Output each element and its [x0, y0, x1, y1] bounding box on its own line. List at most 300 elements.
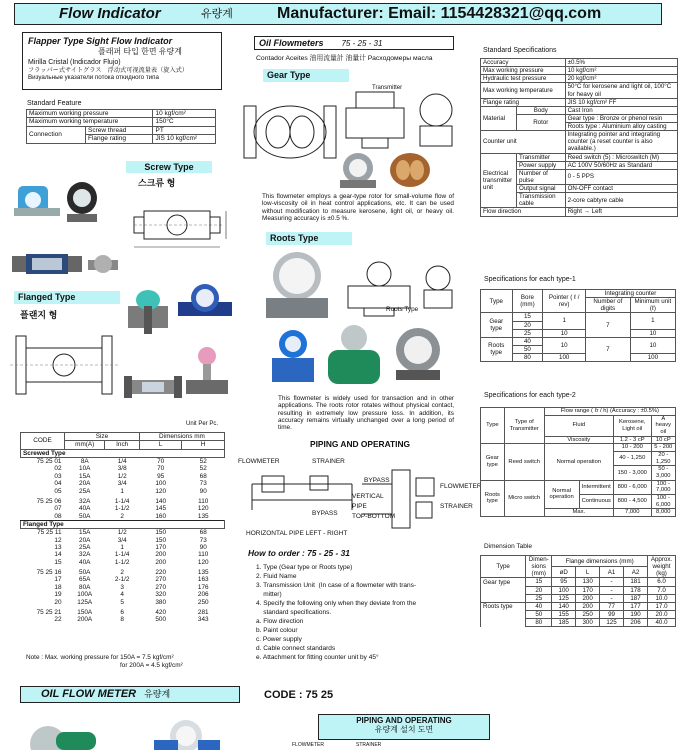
standard-feature-table — [26, 109, 216, 144]
ss-rotor-roots: Roots type : Aluminium alloy casting — [565, 123, 677, 131]
table-cell: Roots type — [481, 602, 526, 610]
table-cell: 185 — [552, 619, 576, 627]
table-cell: 65A — [79, 576, 91, 584]
col-size: Size — [65, 433, 140, 441]
t2-gear-r3a: 150 - 3,000 — [613, 466, 651, 480]
ss-label-2: Max working pressure — [481, 67, 566, 75]
dt-col-l: L — [576, 567, 600, 578]
dt-col-od: øD — [552, 567, 576, 578]
col-inch: Inch — [105, 441, 139, 449]
screw-photo-sight-glass — [12, 250, 82, 278]
sf-sub-value-2: JIS 10 kgf/cm² — [153, 135, 216, 143]
table-cell: 15A — [79, 529, 91, 537]
table-cell: - — [600, 594, 624, 602]
table-cell: 6 — [120, 608, 124, 616]
ss-el-value-4: ON-OFF contact — [565, 185, 677, 193]
banner-manufacturer: Manufacturer: Email: 1154428321@qq.com — [277, 5, 602, 22]
table-cell: 343 — [197, 616, 209, 624]
ss-value-2: 10 kgf/cm² — [565, 67, 677, 75]
ss-material: Material — [481, 106, 517, 130]
table-row — [481, 98, 678, 106]
t2-col-viscosity: Viscosity — [544, 436, 613, 444]
type2-heading: Specifications for each type-2 — [484, 392, 576, 399]
table-row — [21, 458, 225, 466]
table-cell: 12 — [54, 536, 62, 544]
table-row — [481, 556, 676, 567]
flapper-line-1: Mirilla Cristal (Indicador Flujo) — [28, 58, 121, 66]
table-section-label: Flanged Type — [21, 520, 225, 528]
ss-value-1: ±0.5% — [565, 59, 677, 67]
table-cell: 95 — [552, 578, 576, 586]
table-cell: 6.0 — [648, 578, 676, 586]
t1-gear-min-1: 1 — [630, 313, 675, 329]
table-cell: 90 — [199, 487, 207, 495]
table-row — [27, 110, 216, 118]
table-cell: 20A — [79, 480, 91, 488]
bottom-code: CODE : 75 25 — [264, 689, 334, 701]
dt-col-a1: A1 — [600, 567, 624, 578]
oil-flow-meter-kr: 유량계 — [144, 689, 171, 699]
table-cell: 120 — [197, 505, 209, 513]
table-cell: 187 — [623, 594, 647, 602]
banner-title: Flow Indicator — [59, 5, 161, 22]
table-section-row — [21, 449, 225, 457]
type2-table — [480, 407, 676, 517]
table-cell: 20A — [79, 536, 91, 544]
std-spec-heading: Standard Specifications — [483, 47, 557, 54]
order-item: 4. Specify the following only when they deviate from the — [256, 600, 417, 607]
table-cell: 75 25 21 — [36, 608, 62, 616]
table-row — [481, 444, 676, 452]
roots-photo-blue — [266, 326, 320, 388]
ss-flow-direction: Right → Left — [565, 208, 677, 216]
table-row — [481, 208, 678, 216]
order-item: e. Attachment for fitting counter unit by 45° — [256, 654, 379, 661]
piping-label-pipe: PIPE — [352, 503, 367, 510]
how-to-order-list — [256, 563, 466, 662]
sf-value-1: 10 kgf/cm² — [153, 110, 216, 118]
gear-type-front-drawing — [412, 88, 460, 150]
table-cell: 150A — [77, 608, 93, 616]
table-row — [21, 480, 225, 487]
unit-per-pc: Unit Per Pc. — [186, 421, 219, 427]
table-cell: 220 — [155, 569, 167, 577]
t1-roots-bore-1: 40 — [512, 337, 543, 345]
bottom-piping-kr: 유량계 설치 도면 — [374, 725, 434, 735]
bottom-piping-box — [318, 714, 490, 740]
table-row — [481, 75, 678, 83]
col-mm-a: mm(A) — [65, 441, 105, 449]
table-cell: 50 — [526, 610, 552, 618]
table-cell: 206 — [623, 619, 647, 627]
t1-roots-pointer-1: 10 — [543, 337, 586, 353]
table-row — [481, 594, 676, 602]
table-cell: 08 — [54, 512, 62, 520]
table-cell: 320 — [155, 591, 167, 599]
t2-gear-r3b: 50 - 3,000 — [651, 466, 675, 480]
dt-col-type: Type — [481, 556, 526, 578]
table-cell — [481, 619, 526, 627]
dt-col-dims: Dimen-sions (mm) — [526, 556, 552, 578]
standard-feature-heading: Standard Feature — [27, 100, 82, 107]
table-cell: 181 — [623, 578, 647, 586]
ss-el-value-3: 0 - 5 PPS — [565, 169, 677, 184]
screw-type-label — [126, 161, 212, 173]
table-cell: 190 — [623, 610, 647, 618]
order-item: a. Flow direction — [256, 618, 304, 625]
table-cell: 40A — [79, 505, 91, 513]
table-cell: 380 — [155, 598, 167, 606]
piping-label-bypass-2: BYPASS — [312, 510, 338, 517]
table-cell: 25 — [526, 594, 552, 602]
table-row — [21, 465, 225, 472]
table-cell: 20 — [54, 598, 62, 606]
t1-col-bore: Bore (mm) — [512, 290, 543, 313]
col-l: L — [139, 441, 182, 449]
ss-el-value-5: 2-core cabtyre cable — [565, 193, 677, 208]
ss-label-5: Flange rating — [481, 98, 566, 106]
table-cell: 70 — [157, 465, 165, 473]
gear-type-photo-grey — [336, 150, 380, 190]
sf-value-2: 150°C — [153, 118, 216, 126]
table-cell: 420 — [155, 608, 167, 616]
table-cell: 177 — [623, 602, 647, 610]
table-cell: 77 — [600, 602, 624, 610]
screw-type-kr: 스크류 형 — [138, 178, 176, 188]
table-cell: 1-1/4 — [114, 497, 130, 505]
table-cell: 19 — [54, 591, 62, 599]
t2-col-transmitter: Type of Transmitter — [504, 408, 544, 444]
t2-gear-r2a: 40 - 1,250 — [613, 451, 651, 465]
piping-label-flowmeter: FLOWMETER — [238, 458, 280, 465]
t1-roots: Roots type — [481, 337, 513, 361]
table-cell: 140 — [155, 497, 167, 505]
table-cell: 95 — [157, 472, 165, 480]
t2-col-fluid: Fluid — [544, 415, 613, 436]
table-cell: 178 — [623, 586, 647, 594]
flapper-title: Flapper Type Sight Flow Indicator — [28, 36, 173, 46]
table-cell: 120 — [155, 487, 167, 495]
t2-roots-int: Intermittent — [579, 480, 613, 494]
table-cell: 03 — [54, 472, 62, 480]
piping-label-strainer-2: STRAINER — [440, 503, 473, 510]
flanged-type-text: Flanged Type — [18, 292, 76, 302]
table-cell: 90 — [199, 544, 207, 552]
ss-body: Cast Iron — [565, 106, 677, 114]
table-cell: 200 — [155, 551, 167, 559]
table-cell: 40.0 — [648, 619, 676, 627]
table-cell: 15A — [79, 472, 91, 480]
table-cell: 100A — [77, 591, 93, 599]
bottom-label-flowmeter: FLOWMETER — [292, 742, 324, 748]
table-row — [481, 408, 676, 416]
t1-roots-min-2: 100 — [630, 354, 675, 362]
table-cell: 25A — [79, 544, 91, 552]
t1-gear-bore-3: 25 — [512, 329, 543, 337]
ss-flow-direction-label: Flow direction — [481, 208, 566, 216]
ss-label-4: Max working temperature — [481, 83, 566, 98]
table-cell: 3/4 — [117, 536, 127, 544]
ss-rotor-label: Rotor — [517, 114, 566, 130]
table-cell: 17 — [54, 576, 62, 584]
table-cell: 120 — [197, 558, 209, 566]
table-cell: 300 — [576, 619, 600, 627]
t2-col-flow-range: Flow range ( ℓr / h) (Accuracy : ±0.5%) — [544, 408, 675, 416]
table-cell: 163 — [197, 576, 209, 584]
table-cell: 75 25 06 — [36, 497, 62, 505]
flanged-type-drawing — [10, 330, 118, 400]
table-cell: 2 — [120, 512, 124, 520]
type1-table — [480, 289, 676, 362]
table-cell: 135 — [197, 512, 209, 520]
dt-col-weight: Approx. weight (kg) — [648, 556, 676, 578]
table-row — [21, 616, 225, 623]
table-row — [21, 551, 225, 558]
std-spec-table — [480, 58, 678, 217]
gear-type-label — [263, 69, 349, 82]
t2-gear: Gear type — [481, 444, 505, 480]
dim-note-2: for 200A = 4.5 kgf/cm² — [120, 662, 183, 669]
table-row — [481, 153, 678, 161]
table-cell: 52 — [199, 465, 207, 473]
table-row — [21, 513, 225, 521]
t1-col-type: Type — [481, 290, 513, 313]
table-cell: 17.0 — [648, 602, 676, 610]
table-cell: 73 — [199, 536, 207, 544]
dimension-table-heading: Dimension Table — [484, 543, 532, 550]
t2-gear-r1b: 5 - 200 — [651, 444, 675, 452]
t1-col-counter: Integrating counter — [585, 290, 675, 298]
banner-title-kr: 유량계 — [201, 8, 233, 20]
table-cell: 270 — [155, 576, 167, 584]
table-cell: 68 — [199, 529, 207, 537]
flapper-line-3: Визуальные указатели потока откидного типа — [28, 73, 159, 81]
order-item: d. Cable connect standards — [256, 645, 336, 652]
table-cell: 5 — [120, 598, 124, 606]
piping-label-bypass: BYPASS — [364, 477, 390, 484]
order-item: 2. Fluid Name — [256, 573, 297, 580]
table-row — [27, 126, 216, 134]
roots-photo-green — [322, 322, 386, 388]
how-to-order-title: How to order : 75 - 25 - 31 — [248, 548, 350, 558]
table-cell: 281 — [197, 608, 209, 616]
order-item: c. Power supply — [256, 636, 302, 643]
table-cell: 3/4 — [117, 480, 127, 488]
table-row — [481, 67, 678, 75]
gear-type-description: This flowmeter employs a gear-type rotor for small-volume flow of low-viscosity oil in heat control applications, etc. It can be used without modification to measure kerosene, light oil, or heavy oil. Measuring accuracy is ±0.5 %. — [262, 193, 454, 223]
t2-col-heavy: A heavy oil — [651, 415, 675, 436]
table-cell: 07 — [54, 505, 62, 513]
table-cell: 170 — [576, 586, 600, 594]
t2-roots-r2b: 100 - 6,000 — [651, 494, 675, 508]
table-row — [481, 290, 676, 298]
flanged-photo-inline — [124, 372, 182, 402]
table-cell: 200 — [576, 602, 600, 610]
table-cell: 75 25 01 — [36, 458, 62, 466]
flanged-photo-pink-meter — [184, 344, 230, 402]
table-cell: - — [600, 586, 624, 594]
table-cell: 22 — [54, 616, 62, 624]
table-row — [21, 537, 225, 544]
t2-gear-op: Normal operation — [544, 444, 613, 480]
sf-sub-1: Screw thread — [86, 126, 153, 134]
table-cell: 206 — [197, 591, 209, 599]
t2-roots-r1a: 800 - 6,000 — [613, 480, 651, 494]
sf-label-1: Maximum working pressure — [27, 110, 153, 118]
bottom-photo-blue-meter — [150, 716, 220, 750]
flanged-photo-water-meter — [176, 280, 234, 328]
table-cell: 7.0 — [648, 586, 676, 594]
table-cell: 68 — [199, 472, 207, 480]
t2-roots-r3a: 7,000 — [613, 509, 651, 517]
t1-col-digits: Number of digits — [585, 298, 630, 313]
table-cell: 125 — [552, 594, 576, 602]
ss-el-label-4: Output signal — [517, 185, 566, 193]
table-cell: 150 — [155, 536, 167, 544]
transmitter-label: Transmitter — [372, 85, 403, 91]
roots-photo-grey — [388, 326, 448, 384]
table-section-label: Screwed Type — [21, 449, 225, 457]
flanged-photo-sight-glass — [124, 286, 172, 342]
table-cell: 130 — [576, 578, 600, 586]
t1-gear-digits: 7 — [585, 313, 630, 337]
ss-value-5: JIS 10 kgf/cm² FF — [565, 98, 677, 106]
t1-roots-bore-2: 50 — [512, 345, 543, 353]
table-cell: 1-1/2 — [114, 505, 130, 513]
table-cell: 50A — [79, 512, 91, 520]
table-cell: 125A — [77, 598, 93, 606]
table-cell: 200A — [77, 616, 93, 624]
table-cell: 32A — [79, 551, 91, 559]
sf-sub-2: Flange rating — [86, 135, 153, 143]
table-row — [21, 433, 225, 441]
screw-type-drawing — [126, 195, 230, 255]
gear-type-side-drawing — [340, 88, 410, 150]
t1-roots-bore-3: 80 — [512, 354, 543, 362]
oil-flowmeters-title: Oil Flowmeters — [259, 38, 324, 48]
table-row — [481, 480, 676, 494]
table-cell: 18 — [54, 583, 62, 591]
ss-el-value-1: Reed switch (5) : Microswitch (M) — [565, 153, 677, 161]
table-cell — [481, 586, 526, 594]
t1-gear-min-2: 10 — [630, 329, 675, 337]
oil-flowmeters-code: 75 - 25 - 31 — [341, 39, 383, 48]
table-cell: 1/2 — [117, 472, 127, 480]
table-row — [27, 118, 216, 126]
table-cell: 1 — [120, 487, 124, 495]
table-cell: 10A — [79, 465, 91, 473]
table-cell: 70 — [157, 458, 165, 466]
flapper-title-kr: 플래퍼 타입 한면 유량계 — [98, 47, 182, 57]
t2-col-kerosene: Kerosene, Light oil — [613, 415, 651, 436]
table-section-row — [21, 520, 225, 528]
piping-label-vertical: VERTICAL — [352, 493, 384, 500]
ss-el-label-2: Power supply — [517, 161, 566, 169]
sf-label-2: Maximum working temperature — [27, 118, 153, 126]
table-cell: 2 — [120, 569, 124, 577]
piping-title: PIPING AND OPERATING — [310, 439, 411, 449]
table-cell: 2-1/2 — [114, 576, 130, 584]
bottom-label-strainer: STRAINER — [356, 742, 382, 748]
table-cell: 140 — [552, 602, 576, 610]
table-cell: 80A — [79, 583, 91, 591]
table-cell: 3/8 — [117, 465, 127, 473]
table-cell: 20.0 — [648, 610, 676, 618]
table-row — [21, 544, 225, 551]
gear-type-text: Gear Type — [267, 70, 311, 80]
t2-roots-max: Max. — [544, 509, 613, 517]
table-cell: 40 — [526, 602, 552, 610]
t2-roots-trans: Micro switch — [504, 480, 544, 516]
table-row — [481, 619, 676, 627]
screw-type-text: Screw Type — [144, 162, 194, 172]
table-cell: 75 25 11 — [37, 529, 62, 537]
table-cell: 75 25 16 — [36, 569, 62, 577]
table-cell: 40A — [79, 558, 91, 566]
ss-counter: Integrating pointer and integrating counter (a reset counter is also available.) — [565, 131, 677, 153]
t2-roots: Roots type — [481, 480, 505, 516]
table-cell: 250 — [576, 610, 600, 618]
table-cell: 10.0 — [648, 594, 676, 602]
table-row — [481, 578, 676, 586]
t1-gear-pointer-2: 10 — [543, 329, 586, 337]
top-banner — [14, 3, 662, 25]
table-row — [21, 606, 225, 616]
table-cell: 15 — [526, 578, 552, 586]
table-cell: 13 — [54, 544, 62, 552]
flapper-line-2: フラッパー式サイトグラス 浮动式可视流量表（旋入式） — [28, 66, 189, 74]
table-cell: 500 — [155, 616, 167, 624]
table-cell: 1 — [120, 544, 124, 552]
screw-photo-small-fitting — [86, 250, 120, 278]
t2-col-v2: 10 cP — [651, 436, 675, 444]
table-cell — [481, 610, 526, 618]
gear-type-cutaway-drawing — [240, 92, 340, 172]
piping-label-top-bottom: TOP-BOTTOM — [352, 513, 396, 520]
bottom-piping-title: PIPING AND OPERATING — [356, 716, 452, 725]
t1-roots-min-1: 10 — [630, 337, 675, 353]
table-cell: 02 — [54, 465, 62, 473]
type1-heading: Specifications for each type-1 — [484, 276, 576, 283]
table-row — [481, 337, 676, 345]
dim-note-1: Note : Max. working pressure for 150A = 7.5 kgf/cm² — [26, 654, 174, 661]
flanged-type-kr: 플랜지 형 — [20, 310, 58, 320]
t1-roots-digits: 7 — [585, 337, 630, 361]
ss-el-label-3: Number of pulse — [517, 169, 566, 184]
table-row — [21, 473, 225, 480]
col-h: H — [182, 441, 225, 449]
t2-roots-r2a: 800 - 4,500 — [613, 494, 651, 508]
table-row — [481, 586, 676, 594]
oil-flowmeters-subtitle: Contador Aceites 油用流量計 油量计 Расходомеры масла — [256, 55, 433, 62]
table-cell: 200 — [155, 558, 167, 566]
table-cell: 15 — [54, 558, 62, 566]
table-row — [21, 559, 225, 566]
table-row — [21, 566, 225, 576]
table-cell: 160 — [155, 512, 167, 520]
t2-roots-r1b: 100 - 7,000 — [651, 480, 675, 494]
order-item: 1. Type (Gear type or Roots type) — [256, 564, 353, 571]
table-cell: 145 — [155, 505, 167, 513]
table-cell: 3 — [120, 583, 124, 591]
roots-type-caption: Roots Type — [386, 306, 419, 313]
flapper-box — [22, 32, 222, 90]
table-row — [481, 313, 676, 321]
piping-label-strainer: STRAINER — [312, 458, 345, 465]
table-cell: 125 — [600, 619, 624, 627]
t1-col-pointer: Pointer ( ℓ / rev) — [543, 290, 586, 313]
dt-col-a2: A2 — [623, 567, 647, 578]
